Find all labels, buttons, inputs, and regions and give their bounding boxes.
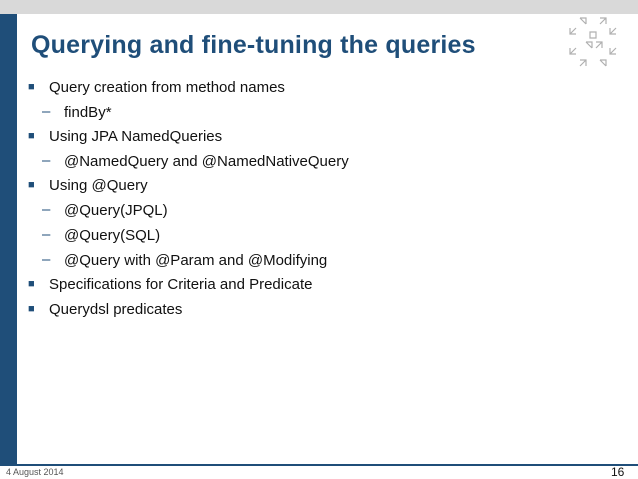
footer-divider (0, 464, 638, 466)
bullet-text: @Query(SQL) (64, 227, 161, 244)
square-bullet-icon: ■ (28, 130, 35, 142)
dash-bullet-icon: – (42, 251, 51, 268)
bullet-text: Using @Query (49, 177, 148, 194)
footer-date: 4 August 2014 (6, 467, 64, 477)
bullet-text: @Query with @Param and @Modifying (64, 252, 328, 269)
page-number: 16 (611, 465, 625, 479)
dash-bullet-icon: – (42, 226, 51, 243)
bullet-text: findBy* (64, 104, 112, 121)
bullet-text: @NamedQuery and @NamedNativeQuery (64, 153, 349, 170)
square-bullet-icon: ■ (28, 179, 35, 191)
bullet-text: Querydsl predicates (49, 301, 183, 318)
dash-bullet-icon: – (42, 201, 51, 218)
bullet-text: Using JPA NamedQueries (49, 128, 223, 145)
bullet-text: @Query(JPQL) (64, 202, 168, 219)
slide-title: Querying and fine-tuning the queries (31, 31, 476, 59)
bullet-text: Query creation from method names (49, 79, 285, 96)
bullet-text: Specifications for Criteria and Predicate (49, 276, 313, 293)
square-bullet-icon: ■ (28, 81, 35, 93)
square-bullet-icon: ■ (28, 303, 35, 315)
square-bullet-icon: ■ (28, 278, 35, 290)
dash-bullet-icon: – (42, 103, 51, 120)
dash-bullet-icon: – (42, 152, 51, 169)
